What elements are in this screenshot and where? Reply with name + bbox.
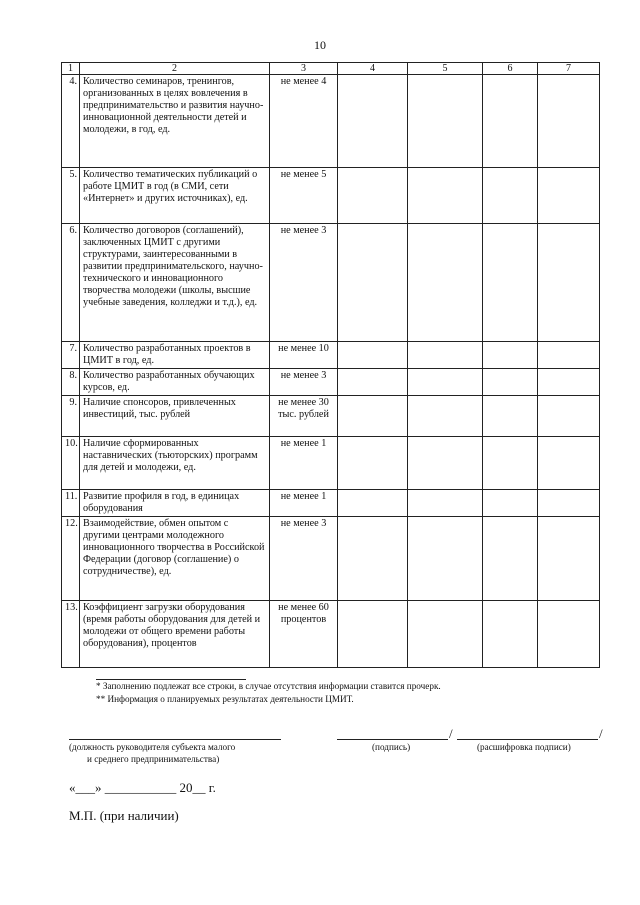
- table-header-row: [62, 63, 600, 75]
- empty-cell: [483, 342, 538, 369]
- indicator-cell: Взаимодействие, обмен опытом с другими центрами молодежного инновационного творчества в Российской Федерации (договор (соглашение) о сотрудничестве), ед.: [80, 517, 270, 601]
- empty-cell: [538, 75, 600, 168]
- target-value-cell: не менее 4: [270, 75, 338, 168]
- empty-cell: [538, 437, 600, 490]
- indicator-cell: Количество семинаров, тренингов, организованных в целях вовлечения в предпринимательство и развития научно-инновационной деятельности детей и молодежи, в год, ед.: [80, 75, 270, 168]
- indicator-cell: Количество договоров (соглашений), заключенных ЦМИТ с другими структурами, заинтересованными в развитии предпринимательского, научно-технического и инновационного творчества молодежи (школы, высшие учебные заведения, колледжи и т.д.), ед.: [80, 224, 270, 342]
- indicator-cell: Развитие профиля в год, в единицах оборудования: [80, 490, 270, 517]
- footnote-1: * Заполнению подлежат все строки, в случае отсутствия информации ставится прочерк.: [96, 681, 441, 691]
- indicator-cell: Наличие спонсоров, привлеченных инвестиций, тыс. рублей: [80, 396, 270, 437]
- empty-cell: [338, 369, 408, 396]
- table-row: [62, 601, 600, 668]
- empty-cell: [338, 224, 408, 342]
- table-row: [62, 369, 600, 396]
- position-label-line2: и среднего предпринимательства): [87, 754, 220, 764]
- row-number: 9.: [62, 396, 80, 437]
- empty-cell: [338, 601, 408, 668]
- decoding-line: [457, 739, 598, 740]
- empty-cell: [408, 369, 483, 396]
- empty-cell: [408, 437, 483, 490]
- empty-cell: [408, 601, 483, 668]
- row-number: 13.: [62, 601, 80, 668]
- empty-cell: [538, 490, 600, 517]
- table-row: [62, 342, 600, 369]
- column-header: 1: [62, 63, 80, 75]
- target-value-cell: не менее 10: [270, 342, 338, 369]
- row-number: 7.: [62, 342, 80, 369]
- empty-cell: [338, 168, 408, 224]
- column-header: 3: [270, 63, 338, 75]
- empty-cell: [483, 490, 538, 517]
- column-header: 6: [483, 63, 538, 75]
- empty-cell: [538, 517, 600, 601]
- table-row: [62, 75, 600, 168]
- empty-cell: [483, 517, 538, 601]
- indicator-cell: Количество разработанных обучающих курсов, ед.: [80, 369, 270, 396]
- empty-cell: [538, 396, 600, 437]
- empty-cell: [483, 168, 538, 224]
- date-line: «___» ___________ 20__ г.: [69, 780, 216, 795]
- signature-line: [337, 739, 448, 740]
- table-row: [62, 168, 600, 224]
- empty-cell: [338, 490, 408, 517]
- empty-cell: [408, 342, 483, 369]
- column-header: 5: [408, 63, 483, 75]
- empty-cell: [483, 396, 538, 437]
- empty-cell: [338, 437, 408, 490]
- target-value-cell: не менее 3: [270, 369, 338, 396]
- empty-cell: [338, 342, 408, 369]
- empty-cell: [408, 224, 483, 342]
- empty-cell: [408, 517, 483, 601]
- empty-cell: [338, 75, 408, 168]
- empty-cell: [538, 601, 600, 668]
- target-value-cell: не менее 30 тыс. рублей: [270, 396, 338, 437]
- empty-cell: [538, 369, 600, 396]
- empty-cell: [483, 369, 538, 396]
- decoding-label: (расшифровка подписи): [477, 742, 571, 752]
- target-value-cell: не менее 3: [270, 224, 338, 342]
- empty-cell: [338, 396, 408, 437]
- slash-separator: /: [449, 726, 453, 741]
- row-number: 12.: [62, 517, 80, 601]
- empty-cell: [408, 490, 483, 517]
- position-label: (должность руководителя субъекта малого: [69, 742, 236, 752]
- empty-cell: [538, 224, 600, 342]
- footnotes: [96, 680, 441, 706]
- column-header: 2: [80, 63, 270, 75]
- column-header: 7: [538, 63, 600, 75]
- footnote-2: ** Информация о планируемых результатах деятельности ЦМИТ.: [96, 694, 354, 704]
- indicator-cell: Наличие сформированных наставнических (тьюторских) программ для детей и молодежи, ед.: [80, 437, 270, 490]
- empty-cell: [483, 75, 538, 168]
- target-value-cell: не менее 60 процентов: [270, 601, 338, 668]
- empty-cell: [408, 168, 483, 224]
- table-row: [62, 517, 600, 601]
- column-header: 4: [338, 63, 408, 75]
- empty-cell: [483, 601, 538, 668]
- target-value-cell: не менее 1: [270, 490, 338, 517]
- table-row: [62, 490, 600, 517]
- row-number: 5.: [62, 168, 80, 224]
- position-signature-line: [69, 739, 281, 740]
- empty-cell: [408, 396, 483, 437]
- stamp-note: М.П. (при наличии): [69, 808, 179, 823]
- indicator-cell: Количество тематических публикаций о работе ЦМИТ в год (в СМИ, сети «Интернет» и других источниках), ед.: [80, 168, 270, 224]
- table-row: [62, 437, 600, 490]
- target-value-cell: не менее 1: [270, 437, 338, 490]
- table-row: [62, 396, 600, 437]
- indicator-cell: Количество разработанных проектов в ЦМИТ в год, ед.: [80, 342, 270, 369]
- results-table: [61, 62, 600, 668]
- signature-label: (подпись): [372, 742, 411, 752]
- row-number: 11.: [62, 490, 80, 517]
- indicator-cell: Коэффициент загрузки оборудования (время работы оборудования для детей и молодежи от общего времени работы оборудования), процентов: [80, 601, 270, 668]
- target-value-cell: не менее 5: [270, 168, 338, 224]
- empty-cell: [538, 168, 600, 224]
- empty-cell: [338, 517, 408, 601]
- slash-separator: /: [599, 726, 603, 741]
- row-number: 10.: [62, 437, 80, 490]
- empty-cell: [538, 342, 600, 369]
- row-number: 6.: [62, 224, 80, 342]
- table-row: [62, 224, 600, 342]
- target-value-cell: не менее 3: [270, 517, 338, 601]
- row-number: 8.: [62, 369, 80, 396]
- page-number: 10: [314, 38, 326, 52]
- empty-cell: [408, 75, 483, 168]
- row-number: 4.: [62, 75, 80, 168]
- empty-cell: [483, 224, 538, 342]
- empty-cell: [483, 437, 538, 490]
